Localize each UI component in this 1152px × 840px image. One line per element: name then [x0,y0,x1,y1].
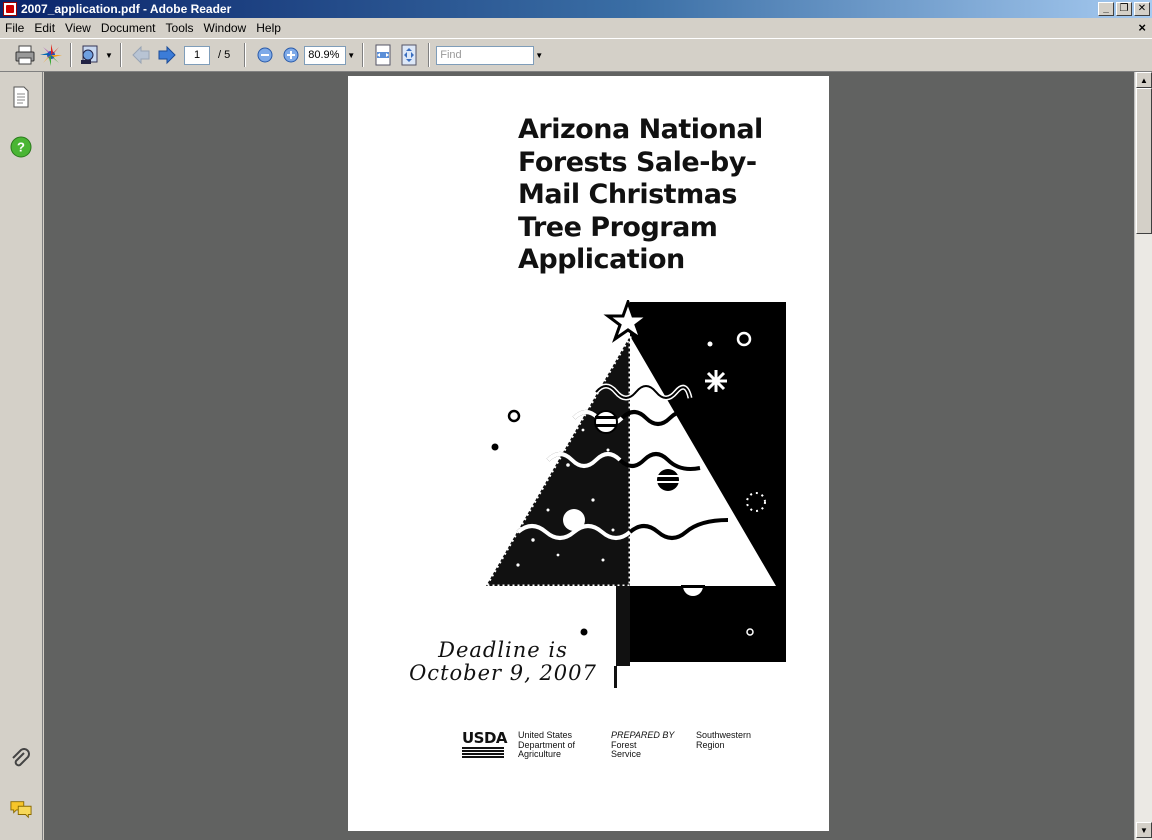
usda-logo [462,729,508,760]
usda-logo-stripes [462,747,504,758]
scroll-up-button[interactable]: ▲ [1136,72,1152,88]
region-line: Region [696,739,725,750]
title-line: Tree Program [518,211,718,243]
title-line: Arizona National [518,114,763,145]
menu-bar [0,18,1152,38]
christmas-tree-illustration [478,300,788,690]
pdf-page [348,76,829,831]
menu-tools[interactable]: Tools [165,21,194,35]
close-document-button[interactable]: × [1138,20,1146,35]
print-button[interactable] [12,42,38,68]
help-icon [10,136,32,158]
pages-panel-button[interactable] [10,86,32,108]
pages-icon [11,86,31,108]
document-title [518,114,778,277]
next-page-button[interactable] [154,42,180,68]
usda-logo-text: USDA [462,729,508,747]
zoom-level-input[interactable]: 80.9% [304,46,346,65]
find-input[interactable]: Find [436,46,534,65]
toolbar-separator [362,43,364,67]
scroll-thumb[interactable] [1136,88,1152,234]
zoom-out-icon [256,46,274,64]
prepared-line: Service [611,749,642,759]
search-user-icon [79,44,103,66]
find-tools-button[interactable] [78,42,104,68]
zoom-dropdown-icon[interactable]: ▼ [347,50,356,60]
menu-help[interactable]: Help [256,21,281,35]
comments-panel-button[interactable] [10,798,32,820]
help-panel-button[interactable] [10,136,32,158]
document-area [44,72,1134,840]
deadline-line: Deadline is [438,638,568,662]
navigation-pane [0,72,43,840]
zoom-out-button[interactable] [252,42,278,68]
menu-view[interactable]: View [65,21,91,35]
page-total-label: / 5 [218,49,231,61]
printer-icon [14,44,36,66]
title-line: Forests Sale-by- [518,146,757,178]
menu-window[interactable]: Window [203,21,247,35]
window-title: 2007_application.pdf - Adobe Reader [21,2,232,16]
adobe-reader-icon [3,2,17,16]
agency-name [518,731,575,760]
zoom-in-button[interactable] [278,42,304,68]
deadline-line: October 9, 2007 [409,661,597,685]
window-controls [1098,2,1150,16]
arrow-right-icon [157,45,177,65]
paperclip-icon [10,748,32,770]
menu-document[interactable]: Document [100,21,156,35]
restore-button[interactable]: ❐ [1116,2,1132,16]
prepared-line: Forest [611,739,637,750]
fit-page-button[interactable] [396,42,422,68]
agency-line: Agriculture [518,749,562,759]
fit-page-icon [399,44,419,66]
adobe-online-button[interactable] [38,42,64,68]
toolbar-separator [244,43,246,67]
page-number-input[interactable]: 1 [184,46,210,65]
previous-page-button[interactable] [128,42,154,68]
adobe-burst-icon [39,43,63,67]
toolbar-separator [428,43,430,67]
svg-text:?: ? [17,139,25,155]
find-tools-dropdown-icon[interactable]: ▼ [105,50,113,60]
find-dropdown-icon[interactable]: ▼ [535,50,544,60]
toolbar [0,38,1152,72]
title-line: Application [518,244,685,275]
attachments-panel-button[interactable] [10,748,32,770]
prepared-by [611,731,674,760]
comments-icon [10,798,32,820]
close-button[interactable]: ✕ [1134,2,1150,16]
title-bar [0,0,1152,18]
region-line: Southwestern [696,730,752,740]
agency-line: United States [518,730,573,740]
region-name [696,731,751,750]
fit-width-icon [373,44,393,66]
title-line: Mail Christmas [518,179,738,210]
menu-edit[interactable]: Edit [34,21,56,35]
deadline-text [408,639,598,685]
menu-file[interactable]: File [5,21,25,35]
toolbar-separator [120,43,122,67]
arrow-left-icon [131,45,151,65]
vertical-scrollbar[interactable] [1134,72,1152,840]
prepared-line: PREPARED BY [611,730,675,740]
fit-width-button[interactable] [370,42,396,68]
zoom-in-icon [282,46,300,64]
scroll-down-button[interactable]: ▼ [1136,822,1152,838]
minimize-button[interactable]: _ [1098,2,1114,16]
toolbar-separator [70,43,72,67]
agency-line: Department of [518,739,576,750]
